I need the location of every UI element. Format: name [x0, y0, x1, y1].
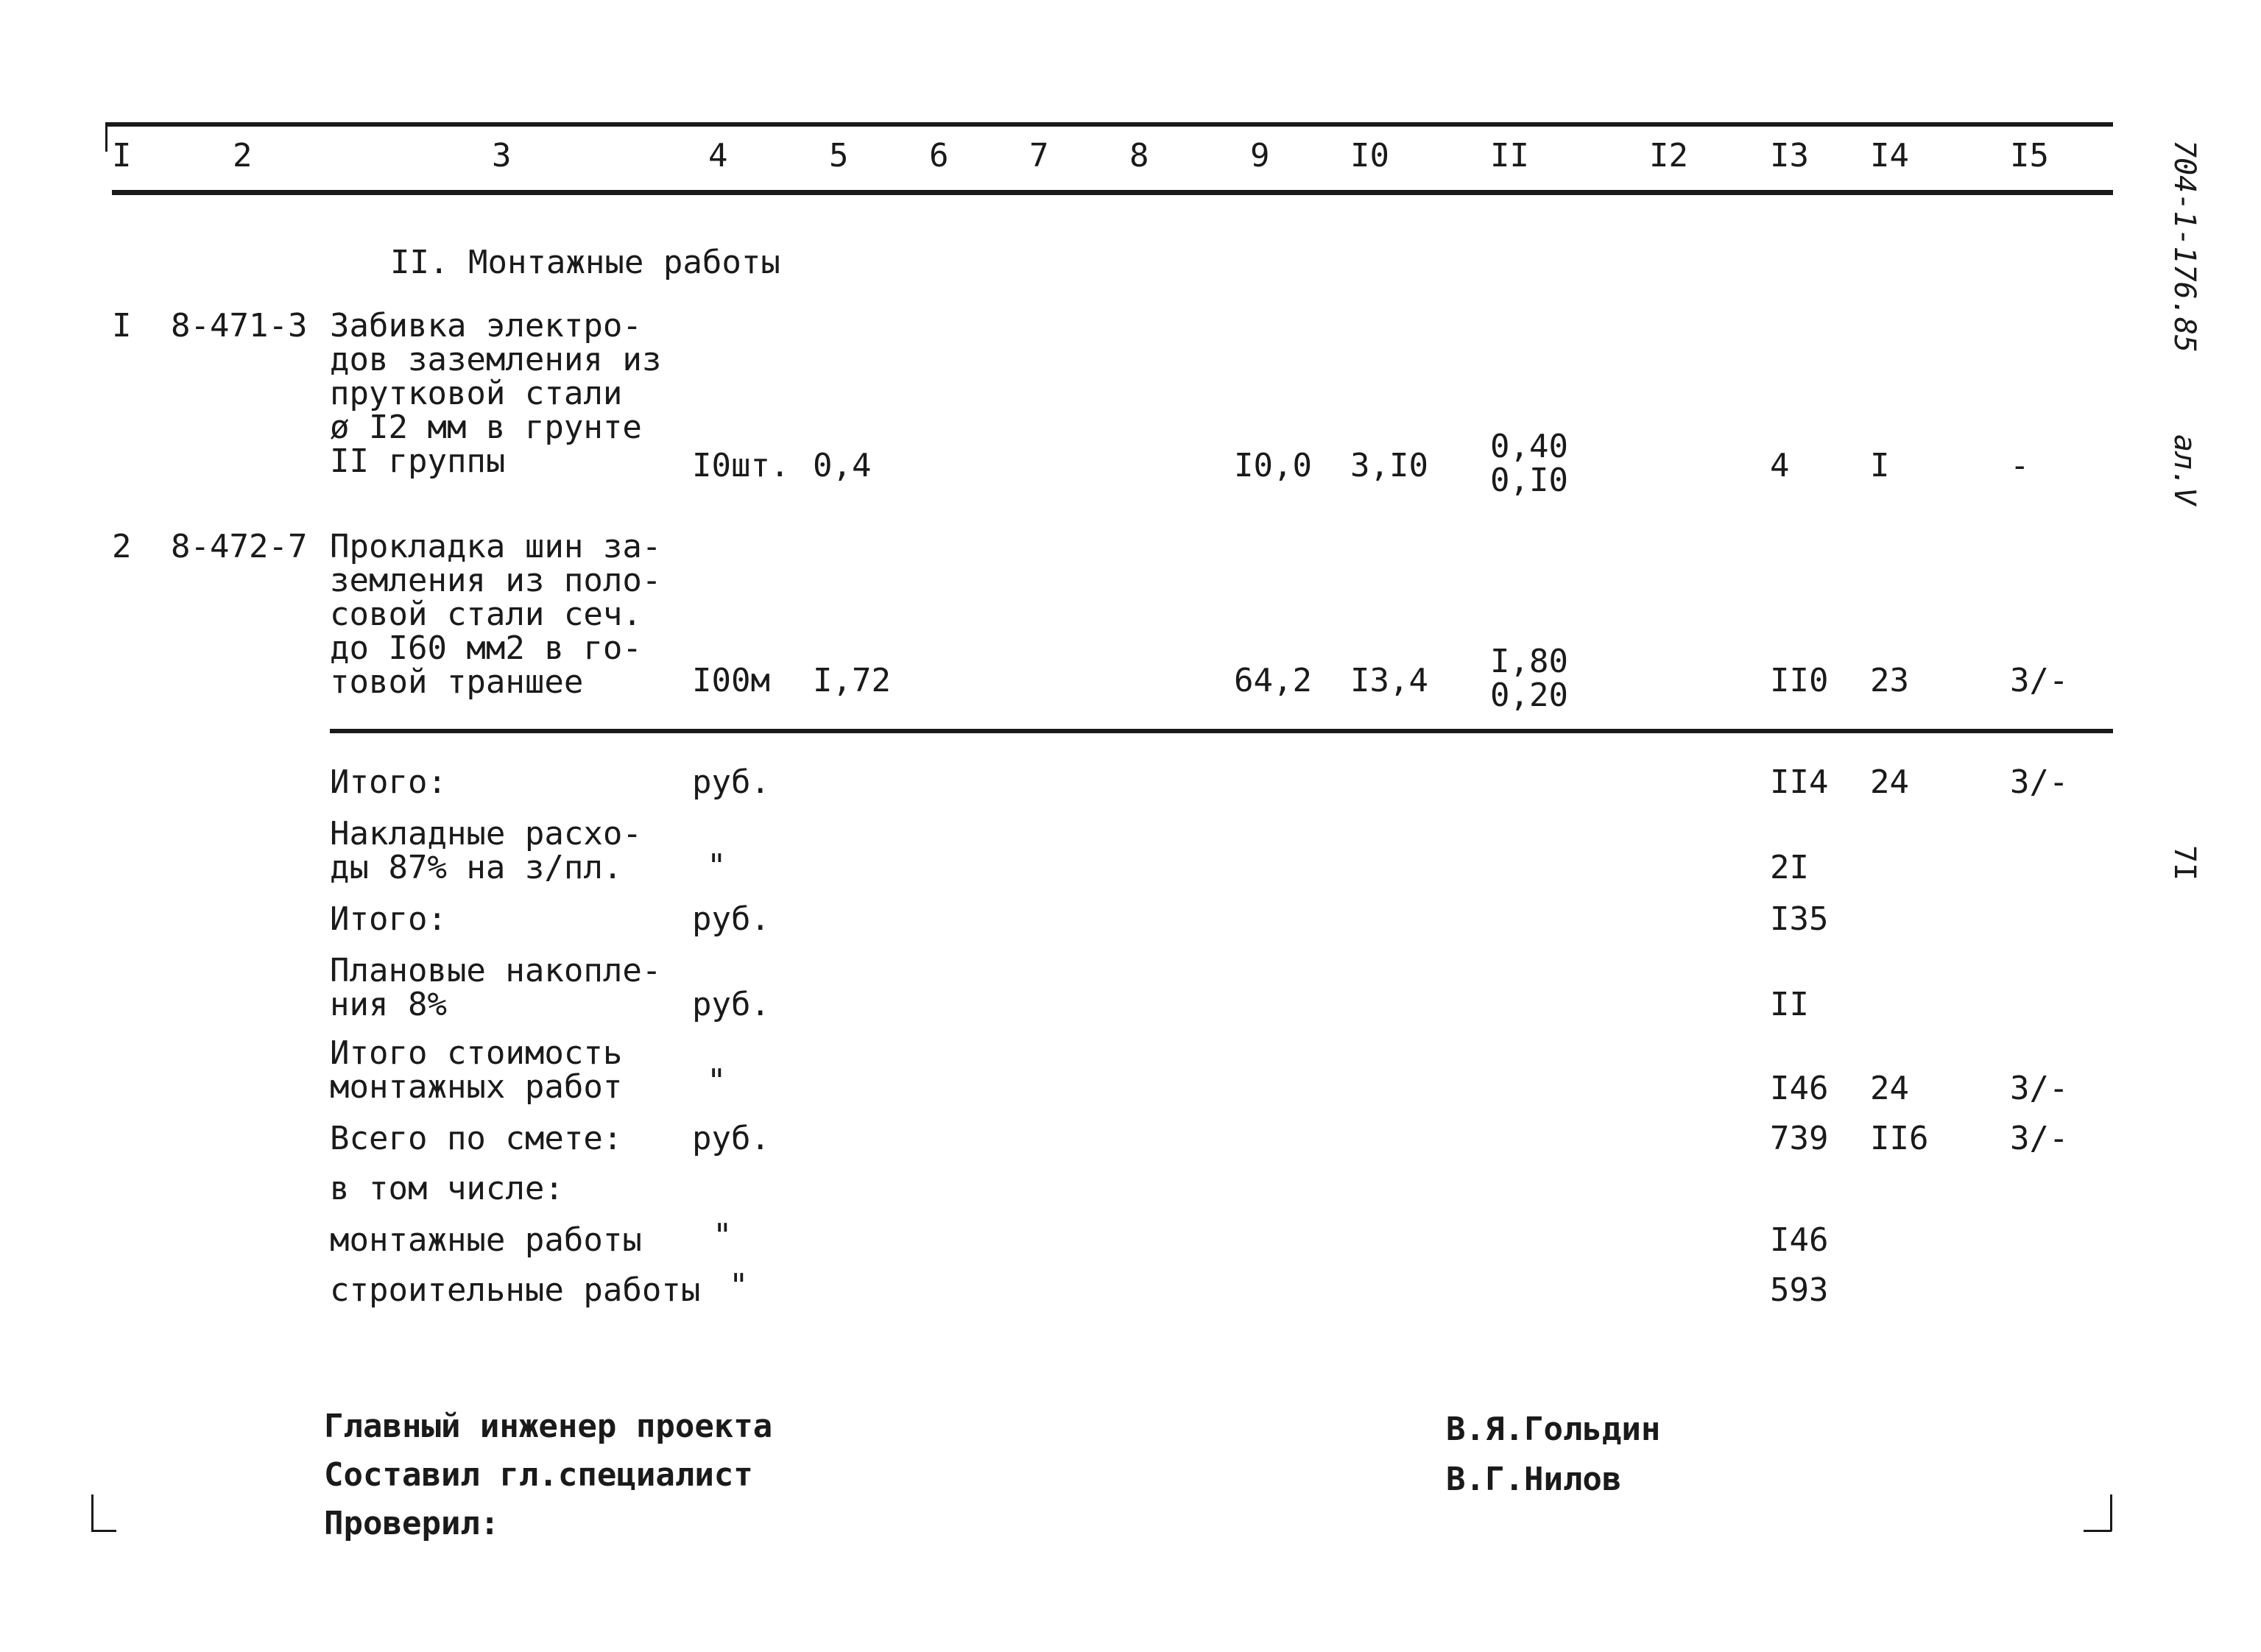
total-col13: II4: [1770, 763, 1829, 801]
row-code: 8-471-3: [171, 307, 308, 345]
checked-by-label: Проверил:: [324, 1505, 500, 1542]
total-label: Итого:: [330, 763, 447, 801]
total-unit: ": [729, 1267, 749, 1305]
total-label: Накладные расхо- ды 87% на з/пл.: [330, 815, 642, 886]
row-col11: 0,40 0,I0: [1490, 428, 1568, 499]
total-unit: руб.: [692, 1120, 770, 1157]
crop-mark-left-foot: [91, 1530, 116, 1532]
col-header-6: 6: [929, 137, 949, 174]
row-code: 8-472-7: [171, 528, 308, 565]
col-header-5: 5: [829, 137, 849, 174]
total-col14: 24: [1870, 1070, 1909, 1107]
total-label: монтажные работы: [330, 1221, 642, 1259]
total-label: строительные работы: [330, 1271, 701, 1309]
total-col13: I46: [1770, 1070, 1829, 1107]
chief-engineer-label: Главный инженер проекта: [324, 1408, 773, 1445]
row-col15: 3/-: [2010, 662, 2069, 699]
col-header-12: I2: [1649, 137, 1688, 174]
row-col15: -: [2010, 447, 2030, 484]
row-col9: I0,0: [1234, 447, 1312, 484]
total-col15: 3/-: [2010, 763, 2069, 801]
total-col13: II: [1770, 986, 1809, 1023]
total-col13: I35: [1770, 900, 1829, 938]
row-col14: I: [1870, 447, 1890, 484]
row-quantity: I,72: [813, 662, 891, 699]
col-header-11: II: [1490, 137, 1529, 174]
row-unit: I0шт.: [692, 447, 790, 484]
col-header-13: I3: [1770, 137, 1809, 174]
col-header-9: 9: [1250, 137, 1270, 174]
margin-project-code: 704-1-176.85: [2167, 140, 2201, 353]
total-unit: руб.: [692, 986, 770, 1023]
header-bottom-rule: [112, 190, 2113, 195]
header-top-rule: [107, 122, 2113, 127]
total-col13: 2I: [1770, 849, 1809, 886]
total-unit: руб.: [692, 763, 770, 801]
col-header-15: I5: [2010, 137, 2049, 174]
col-header-7: 7: [1029, 137, 1049, 174]
margin-sheet-mark: ал.V: [2167, 434, 2201, 506]
crop-mark-left: [91, 1494, 94, 1531]
total-unit: ": [713, 1217, 733, 1254]
total-col13: 593: [1770, 1271, 1829, 1309]
total-col14: II6: [1870, 1120, 1929, 1157]
total-label: Всего по смете:: [330, 1120, 623, 1157]
total-unit: ": [707, 847, 727, 885]
row-col11: I,80 0,20: [1490, 643, 1568, 714]
row-col14: 23: [1870, 662, 1909, 699]
totals-divider: [330, 729, 2113, 733]
row-unit: I00м: [692, 662, 770, 699]
page-number: 7I: [2167, 845, 2201, 881]
total-col15: 3/-: [2010, 1120, 2069, 1157]
col-header-8: 8: [1129, 137, 1149, 174]
row-col13: 4: [1770, 447, 1790, 484]
header-left-tick: [105, 122, 107, 152]
total-label: Плановые накопле- ния 8%: [330, 952, 662, 1023]
col-header-3: 3: [492, 137, 512, 174]
col-header-4: 4: [708, 137, 728, 174]
row-number: 2: [112, 528, 132, 565]
row-col10: I3,4: [1350, 662, 1428, 699]
row-col10: 3,I0: [1350, 447, 1428, 484]
col-header-2: 2: [233, 137, 253, 174]
chief-engineer-name: В.Я.Гольдин: [1446, 1411, 1661, 1448]
row-number: I: [112, 307, 132, 345]
col-header-10: I0: [1350, 137, 1389, 174]
total-label: в том числе:: [330, 1170, 564, 1207]
row-quantity: 0,4: [813, 447, 872, 484]
section-title: II. Монтажные работы: [390, 244, 780, 281]
total-label: Итого стоимость монтажных работ: [330, 1034, 623, 1106]
row-description: Забивка электро- дов заземления из прутковой стали ø I2 мм в грунте II группы: [330, 307, 662, 480]
col-header-14: I4: [1870, 137, 1909, 174]
row-description: Прокладка шин за- земления из поло- совой стали сеч. до I60 мм2 в го- товой траншее: [330, 528, 662, 701]
crop-mark-right: [2110, 1494, 2112, 1531]
col-header-1: I: [112, 137, 132, 174]
row-col13: II0: [1770, 662, 1829, 699]
total-col14: 24: [1870, 763, 1909, 801]
crop-mark-right-foot: [2084, 1530, 2112, 1532]
row-col9: 64,2: [1234, 662, 1312, 699]
total-col13: I46: [1770, 1221, 1829, 1259]
total-unit: ": [707, 1062, 727, 1100]
total-col15: 3/-: [2010, 1070, 2069, 1107]
composed-by-label: Составил гл.специалист: [324, 1456, 753, 1494]
total-unit: руб.: [692, 900, 770, 938]
total-col13: 739: [1770, 1120, 1829, 1157]
total-label: Итого:: [330, 900, 447, 938]
composed-by-name: В.Г.Нилов: [1446, 1461, 1622, 1498]
